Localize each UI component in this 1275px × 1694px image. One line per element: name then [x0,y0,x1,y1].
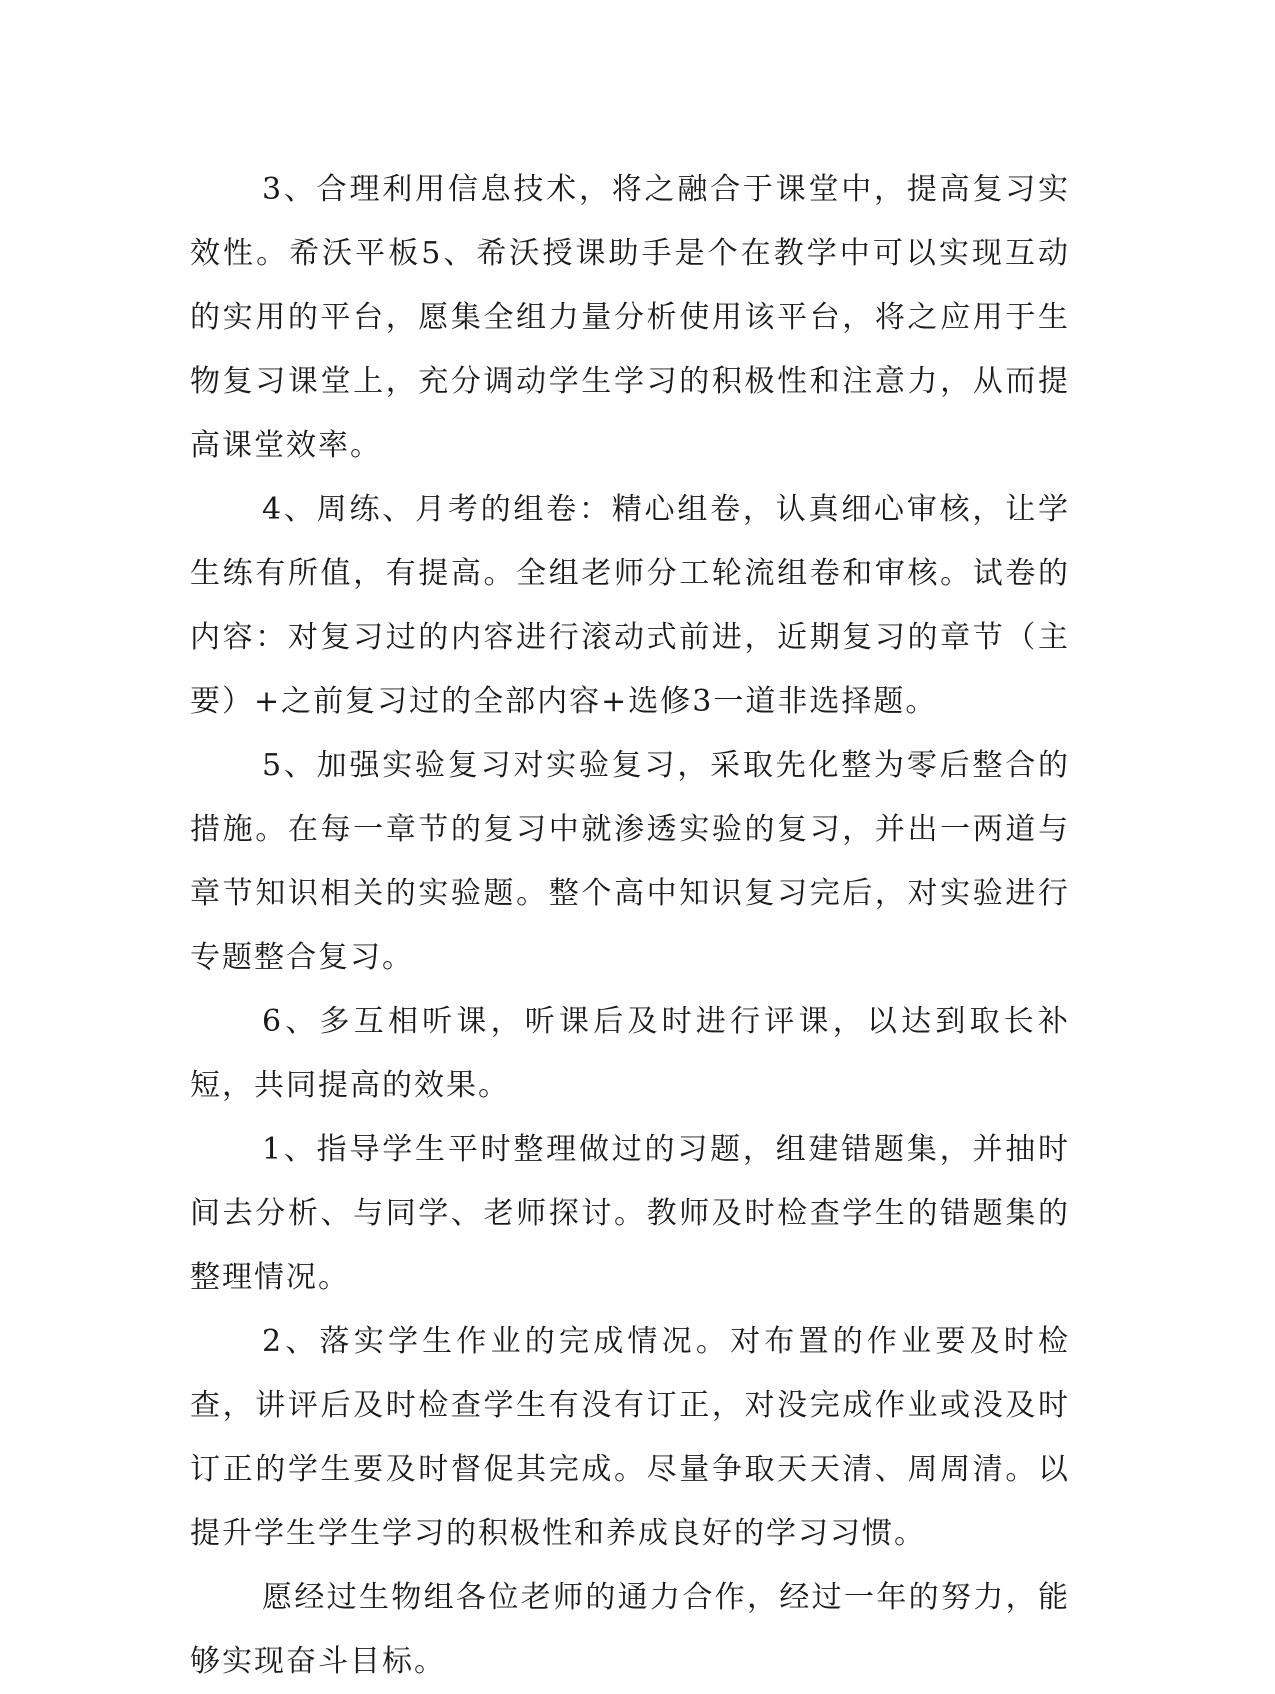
paragraph-error-collection: 1、指导学生平时整理做过的习题，组建错题集，并抽时间去分析、与同学、老师探讨。教师及时检查学生的错题集的整理情况。 [190,1132,1070,1295]
paragraph-experiment-review: 5、加强实验复习对实验复习，采取先化整为零后整合的措施。在每一章节的复习中就渗透实验的复习，并出一两道与章节知识相关的实验题。整个高中知识复习完后，对实验进行专题整合复习。 [190,748,1070,975]
paragraph-closing: 愿经过生物组各位老师的通力合作，经过一年的努力，能够实现奋斗目标。 [190,1580,1070,1679]
paragraph-exam-assembly: 4、周练、月考的组卷：精心组卷，认真细心审核，让学生练有所值，有提高。全组老师分工轮流组卷和审核。试卷的内容：对复习过的内容进行滚动式前进，近期复习的章节（主要）+之前复习过的全部内容+选修3一道非选择题。 [190,492,1070,719]
paragraph-info-tech: 3、合理利用信息技术，将之融合于课堂中，提高复习实效性。希沃平板5、希沃授课助手是个在教学中可以实现互动的实用的平台，愿集全组力量分析使用该平台，将之应用于生物复习课堂上，充分调动学生学习的积极性和注意力，从而提高课堂效率。 [190,172,1070,463]
paragraph-homework-check: 2、落实学生作业的完成情况。对布置的作业要及时检查，讲评后及时检查学生有没有订正，对没完成作业或没及时订正的学生要及时督促其完成。尽量争取天天清、周周清。以提升学生学生学习的积极性和养成良好的学习习惯。 [190,1324,1070,1551]
document-page [190,158,1070,1694]
paragraph-peer-observation: 6、多互相听课，听课后及时进行评课，以达到取长补短，共同提高的效果。 [190,1004,1070,1103]
